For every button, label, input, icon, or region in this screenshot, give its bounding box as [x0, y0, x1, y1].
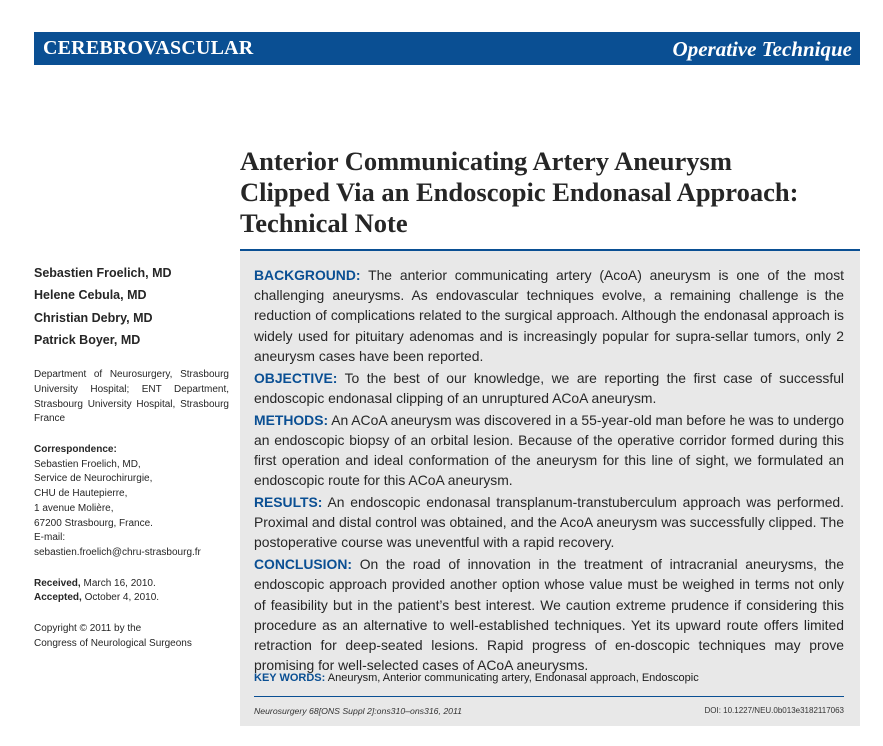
journal-citation: Neurosurgery 68[ONS Suppl 2]:ons310–ons316, 2011 [254, 706, 462, 716]
received-value: March 16, 2010. [83, 577, 156, 589]
correspondence-line: 1 avenue Molière, [34, 502, 114, 514]
objective-label: OBJECTIVE: [254, 369, 338, 386]
abstract-results [254, 492, 844, 553]
abstract-methods [254, 410, 844, 491]
methods-label: METHODS: [254, 411, 329, 428]
article-category: Operative Technique [672, 37, 852, 61]
accepted-value: October 4, 2010. [84, 592, 160, 604]
author-name: Christian Debry, MD [34, 310, 153, 325]
results-text: An endoscopic endonasal transplanum-transtuberculum approach was performed. Proximal and distal control was obtained, and the AcoA aneurysm was successfully clipped. The postoperative course was uneventful with a rapid recovery. [254, 494, 845, 551]
footer-divider [254, 696, 844, 697]
author-name: Sebastien Froelich, MD [34, 266, 172, 280]
copyright-line: Congress of Neurological Surgeons [34, 637, 192, 649]
article-title [240, 146, 860, 239]
correspondence-line: CHU de Hautepierre, [34, 488, 128, 500]
background-text: The anterior communicating artery (AcoA) aneurysm is one of the most challenging aneurysms. As endovascular techniques evolve, a remaining challenge is the reduction of complications related to the surgical approach. Although the endonasal approach is widely used for pituitary adenomas and is increasingly popular for supra-sellar tumors, only 2 aneurysm cases have been reported. [254, 267, 845, 364]
accepted-label: Accepted, [34, 592, 82, 604]
correspondence-email[interactable]: sebastien.froelich@chru-strasbourg.fr [34, 546, 201, 558]
author-list [34, 262, 229, 351]
author-name: Helene Cebula, MD [34, 288, 147, 303]
correspondence-line: E-mail: [34, 532, 66, 544]
article-dates [34, 577, 229, 606]
correspondence-label: Correspondence: [34, 444, 117, 455]
received-date [34, 577, 229, 592]
results-label: RESULTS: [254, 494, 323, 511]
abstract-objective [254, 368, 844, 408]
section-header-bar [34, 32, 860, 65]
methods-text: An ACoA aneurysm was discovered in a 55-year-old man before he was to undergo an endoscopic biopsy of an orbital lesion. Because of the operative corridor formed during this first operation and ideal conformation of the aneurysm for this line of sight, we formulated an endoscopic route for this ACoA aneurysm. [254, 411, 845, 489]
abstract-box [240, 251, 860, 726]
background-label: BACKGROUND: [254, 267, 361, 283]
copyright-line: Copyright © 2011 by the [34, 623, 142, 635]
author-name: Patrick Boyer, MD [34, 332, 141, 347]
received-label: Received, [34, 577, 81, 589]
keywords-text: Aneurysm, Anterior communicating artery, Endonasal approach, Endoscopic [327, 672, 699, 684]
abstract-conclusion [254, 554, 844, 675]
correspondence [34, 443, 229, 561]
keywords-label: KEY WORDS: [254, 672, 326, 684]
correspondence-line: Service de Neurochirurgie, [34, 473, 153, 485]
abstract-background [254, 265, 844, 366]
correspondence-line: Sebastien Froelich, MD, [34, 458, 141, 470]
title-line: Technical Note [240, 208, 408, 238]
accepted-date [34, 591, 229, 606]
title-line: Anterior Communicating Artery Aneurysm [240, 146, 732, 176]
keywords [254, 672, 844, 684]
conclusion-label: CONCLUSION: [254, 556, 353, 573]
correspondence-line: 67200 Strasbourg, France. [34, 517, 153, 529]
abstract-text [254, 265, 844, 677]
objective-text: To the best of our knowledge, we are reporting the first case of successful endoscopic endonasal clipping of an unruptured ACoA aneurysm. [254, 369, 844, 406]
copyright-notice [34, 622, 229, 651]
conclusion-text: On the road of innovation in the treatment of intracranial aneurysms, the endoscopic approach provided another option whose value must be weighed in terms not only of feasibility but in the patient’s best interest. We caution extreme prudence if considering this procedure as an alternative to well-established techniques. Yet its upward route offers limited retraction for deep-seated lesions. Rapid progress of en-doscopic techniques may prove promising for well-selected cases of ACoA aneurysms. [254, 556, 844, 674]
section-name: CEREBROVASCULAR [43, 37, 254, 59]
title-line: Clipped Via an Endoscopic Endonasal Approach: [240, 177, 799, 207]
doi[interactable]: DOI: 10.1227/NEU.0b013e3182117063 [704, 706, 844, 715]
sidebar-metadata [34, 262, 229, 651]
affiliation: Department of Neurosurgery, Strasbourg University Hospital; ENT Department, Strasbourg University Hospital, Strasbourg France [34, 369, 229, 425]
